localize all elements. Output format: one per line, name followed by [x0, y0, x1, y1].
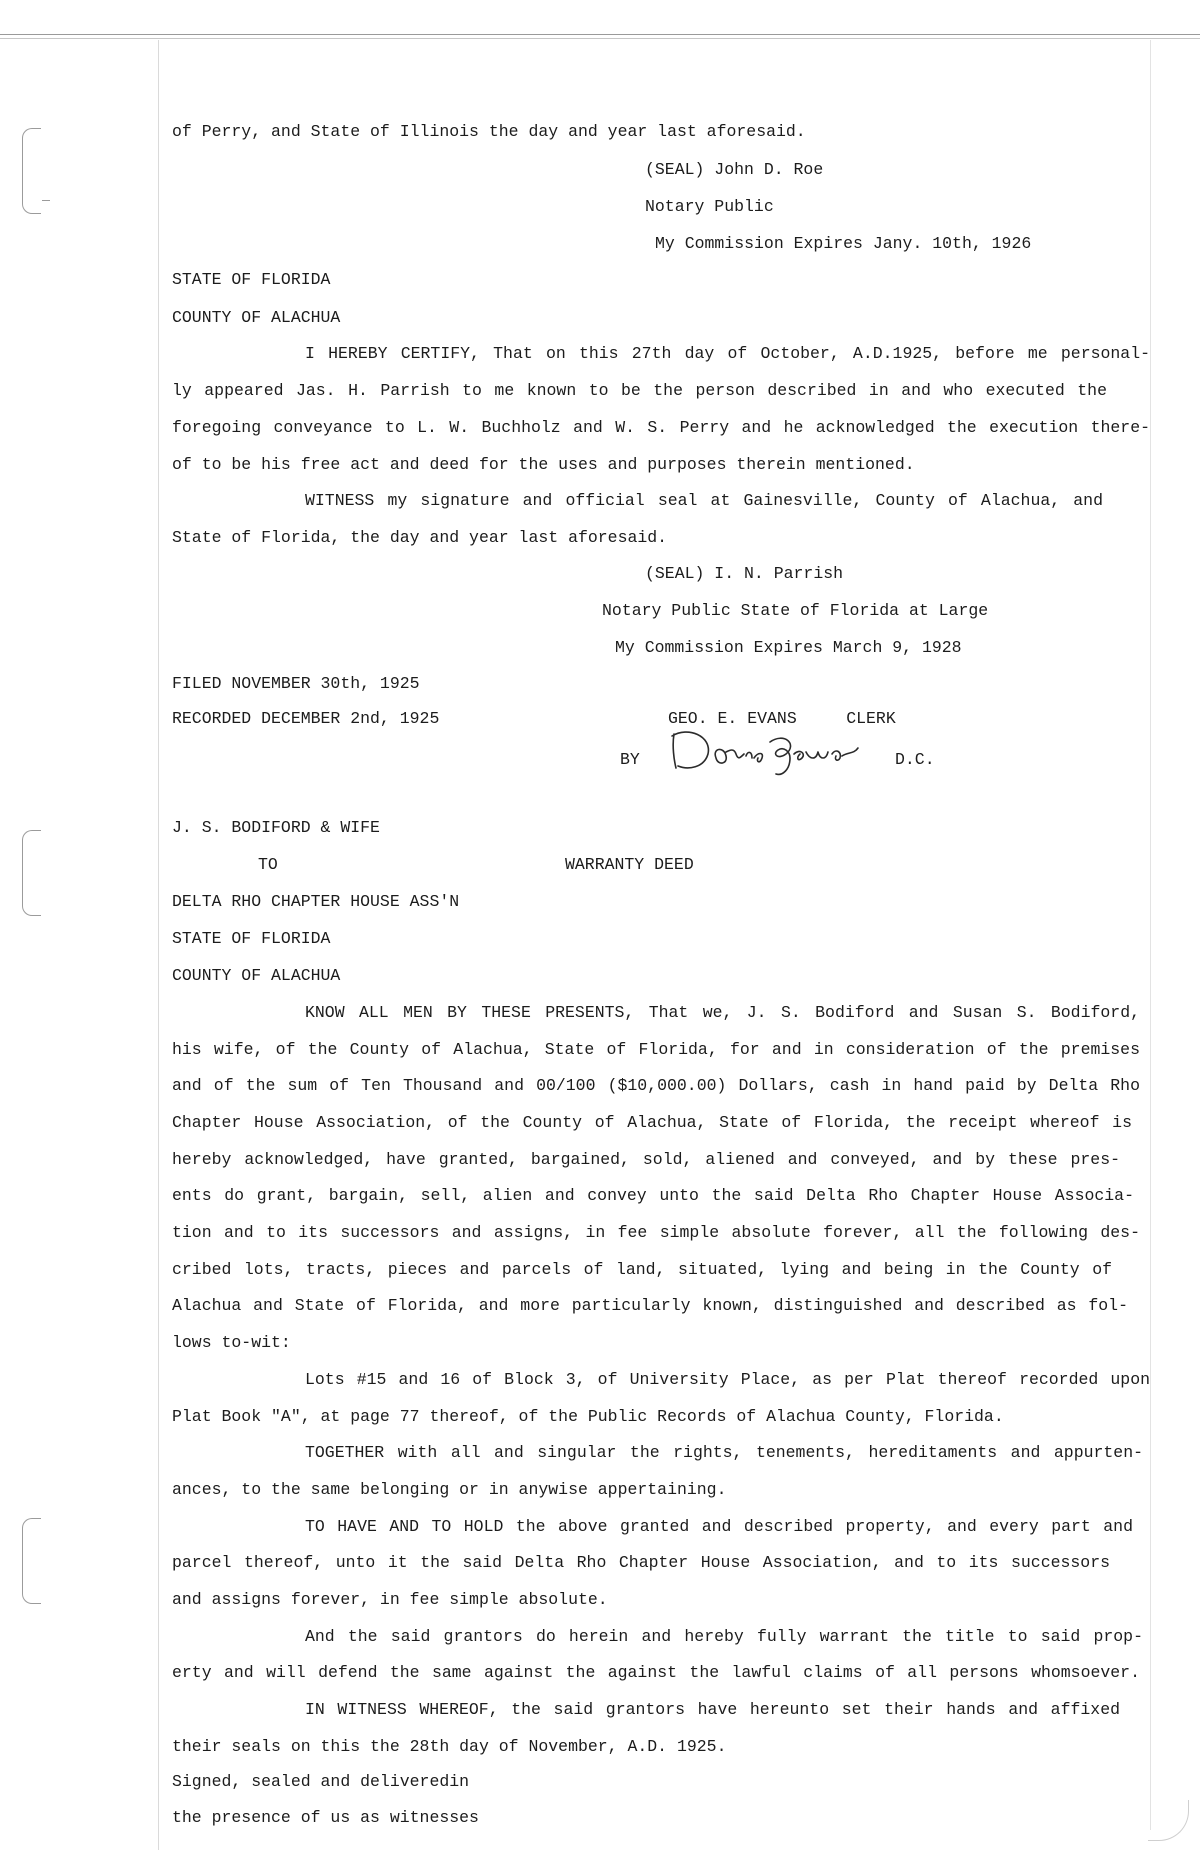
warranty-line: erty and will defend the same against the against the lawful claims of all persons whomsoever.: [172, 1663, 1140, 1682]
illinois-notary-commission: My Commission Expires Jany. 10th, 1926: [655, 234, 1032, 253]
deed-granting-line: Alachua and State of Florida, and more particularly known, distinguished and described as fol-: [172, 1296, 1128, 1315]
binder-hole-top: [22, 128, 41, 214]
page-corner-fold: [1148, 1800, 1189, 1841]
warranty-line: And the said grantors do herein and hereby fully warrant the title to said prop-: [305, 1627, 1143, 1646]
deed-county-heading: COUNTY OF ALACHUA: [172, 966, 341, 985]
illinois-continuation-line: of Perry, and State of Illinois the day and year last aforesaid.: [172, 122, 806, 141]
testimonium-line: IN WITNESS WHEREOF, the said grantors have hereunto set their hands and affixed: [305, 1700, 1120, 1719]
ack-certify-line: foregoing conveyance to L. W. Buchholz and W. S. Perry and he acknowledged the execution there-: [172, 418, 1150, 437]
deed-granting-line: hereby acknowledged, have granted, bargained, sold, aliened and conveyed, and by these pres-: [172, 1150, 1120, 1169]
deed-to: TO: [258, 855, 278, 874]
legal-description-line: Lots #15 and 16 of Block 3, of University Place, as per Plat thereof recorded upon: [305, 1370, 1150, 1389]
attestation-line: Signed, sealed and deliveredin: [172, 1772, 470, 1791]
ack-certify-line: of to be his free act and deed for the uses and purposes therein mentioned.: [172, 455, 915, 474]
attestation-line: the presence of us as witnesses: [172, 1808, 479, 1827]
deed-granting-line: lows to-wit:: [172, 1333, 291, 1352]
ack-witness-line: WITNESS my signature and official seal at Gainesville, County of Alachua, and: [305, 491, 1103, 510]
deed-type: WARRANTY DEED: [565, 855, 694, 874]
ack-certify-line: ly appeared Jas. H. Parrish to me known to be the person described in and who executed the: [172, 381, 1107, 400]
binder-hole-bottom: [22, 1518, 41, 1604]
illinois-notary-title: Notary Public: [645, 197, 774, 216]
florida-notary-title: Notary Public State of Florida at Large: [602, 601, 989, 620]
deed-granting-line: his wife, of the County of Alachua, State of Florida, for and in consideration of the premises: [172, 1040, 1140, 1059]
deed-granting-line: KNOW ALL MEN BY THESE PRESENTS, That we, J. S. Bodiford and Susan S. Bodiford,: [305, 1003, 1140, 1022]
clerk-name: GEO. E. EVANS CLERK: [668, 709, 896, 728]
deed-granting-line: cribed lots, tracts, pieces and parcels of land, situated, lying and being in the County of: [172, 1260, 1112, 1279]
deed-state-heading: STATE OF FLORIDA: [172, 929, 331, 948]
together-clause-line: ances, to the same belonging or in anywise appertaining.: [172, 1480, 727, 1499]
deed-granting-line: Chapter House Association, of the County of Alachua, State of Florida, the receipt whereof is: [172, 1113, 1132, 1132]
habendum-line: parcel thereof, unto it the said Delta Rho Chapter House Association, and to its successors: [172, 1553, 1110, 1572]
binder-hole-mark: [42, 200, 50, 201]
ack-certify-line: I HEREBY CERTIFY, That on this 27th day of October, A.D.1925, before me personal-: [305, 344, 1150, 363]
habendum-line: TO HAVE AND TO HOLD the above granted and described property, and every part and: [305, 1517, 1133, 1536]
ack-state-heading: STATE OF FLORIDA: [172, 270, 331, 289]
illinois-notary-seal-name: (SEAL) John D. Roe: [645, 160, 824, 179]
deed-granting-line: tion and to its successors and assigns, in fee simple absolute forever, all the following des-: [172, 1223, 1140, 1242]
ack-county-heading: COUNTY OF ALACHUA: [172, 308, 341, 327]
top-rule: [0, 34, 1200, 39]
florida-notary-commission: My Commission Expires March 9, 1928: [615, 638, 962, 657]
legal-description-line: Plat Book "A", at page 77 thereof, of the Public Records of Alachua County, Florida.: [172, 1407, 1004, 1426]
right-margin-line: [1150, 40, 1151, 1830]
recorded-date: RECORDED DECEMBER 2nd, 1925: [172, 709, 440, 728]
deputy-clerk-label: D.C.: [895, 750, 935, 769]
deed-grantee: DELTA RHO CHAPTER HOUSE ASS'N: [172, 892, 460, 911]
deputy-clerk-signature: [666, 724, 866, 780]
deed-granting-line: ents do grant, bargain, sell, alien and convey unto the said Delta Rho Chapter House Associa-: [172, 1186, 1134, 1205]
binder-hole-middle: [22, 830, 41, 916]
left-margin-line: [158, 40, 159, 1850]
ack-witness-line: State of Florida, the day and year last aforesaid.: [172, 528, 668, 547]
habendum-line: and assigns forever, in fee simple absolute.: [172, 1590, 608, 1609]
together-clause-line: TOGETHER with all and singular the rights, tenements, hereditaments and appurten-: [305, 1443, 1143, 1462]
testimonium-line: their seals on this the 28th day of November, A.D. 1925.: [172, 1737, 727, 1756]
deed-granting-line: and of the sum of Ten Thousand and 00/100 ($10,000.00) Dollars, cash in hand paid by Delta Rho: [172, 1076, 1140, 1095]
deed-grantor: J. S. BODIFORD & WIFE: [172, 818, 380, 837]
florida-notary-seal-name: (SEAL) I. N. Parrish: [645, 564, 844, 583]
deputy-by-label: BY: [620, 750, 640, 769]
filed-date: FILED NOVEMBER 30th, 1925: [172, 674, 420, 693]
